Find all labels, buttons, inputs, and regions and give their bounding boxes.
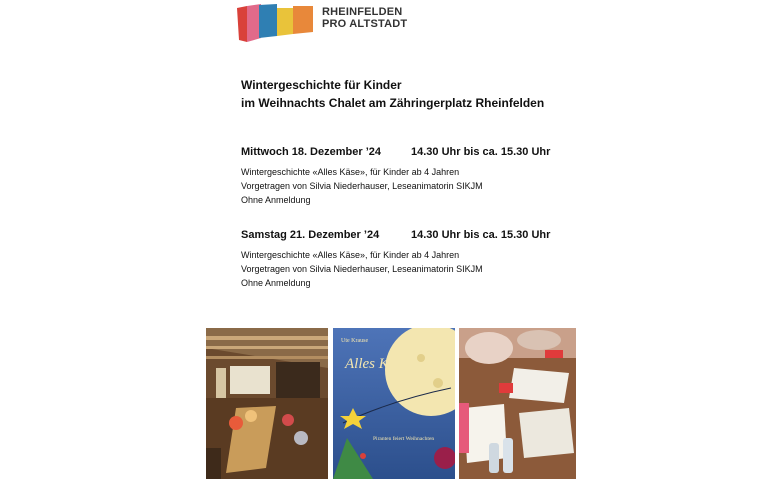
book-title: Alles Käse!: [345, 356, 414, 372]
title-line-1: Wintergeschichte für Kinder: [241, 78, 402, 92]
chalet-interior-photo: [206, 328, 328, 479]
book-cover-photo: [333, 328, 455, 479]
logo-wordmark: [322, 6, 407, 30]
book-subtitle: Piranten feiert Weihnachten: [373, 436, 435, 442]
page-title: [241, 76, 581, 112]
event-1-date: Mittwoch 18. Dezember ’24: [241, 146, 381, 158]
event-1-line-1: Wintergeschichte «Alles Käse», für Kinder ab 4 Jahren: [241, 167, 460, 177]
event-2-time: 14.30 Uhr bis ca. 15.30 Uhr: [411, 229, 551, 241]
event-2-details: [241, 248, 571, 290]
event-1-line-2: Vorgetragen von Silvia Niederhauser, Leseanimatorin SIKJM: [241, 181, 483, 191]
event-1-details: [241, 165, 571, 207]
event-2-line-3: Ohne Anmeldung: [241, 278, 311, 288]
title-line-2: im Weihnachts Chalet am Zähringerplatz Rheinfelden: [241, 96, 545, 110]
logo-line-2: PRO ALTSTADT: [322, 18, 408, 30]
event-1-time: 14.30 Uhr bis ca. 15.30 Uhr: [411, 146, 551, 158]
event-2-line-2: Vorgetragen von Silvia Niederhauser, Leseanimatorin SIKJM: [241, 264, 483, 274]
event-1-line-3: Ohne Anmeldung: [241, 195, 311, 205]
book-author: Ute Krause: [341, 338, 369, 344]
event-2-line-1: Wintergeschichte «Alles Käse», für Kinder ab 4 Jahren: [241, 250, 460, 260]
logo-line-1: RHEINFELDEN: [322, 6, 403, 18]
children-drawing-photo: [459, 328, 576, 479]
event-2-date: Samstag 21. Dezember ’24: [241, 229, 380, 241]
